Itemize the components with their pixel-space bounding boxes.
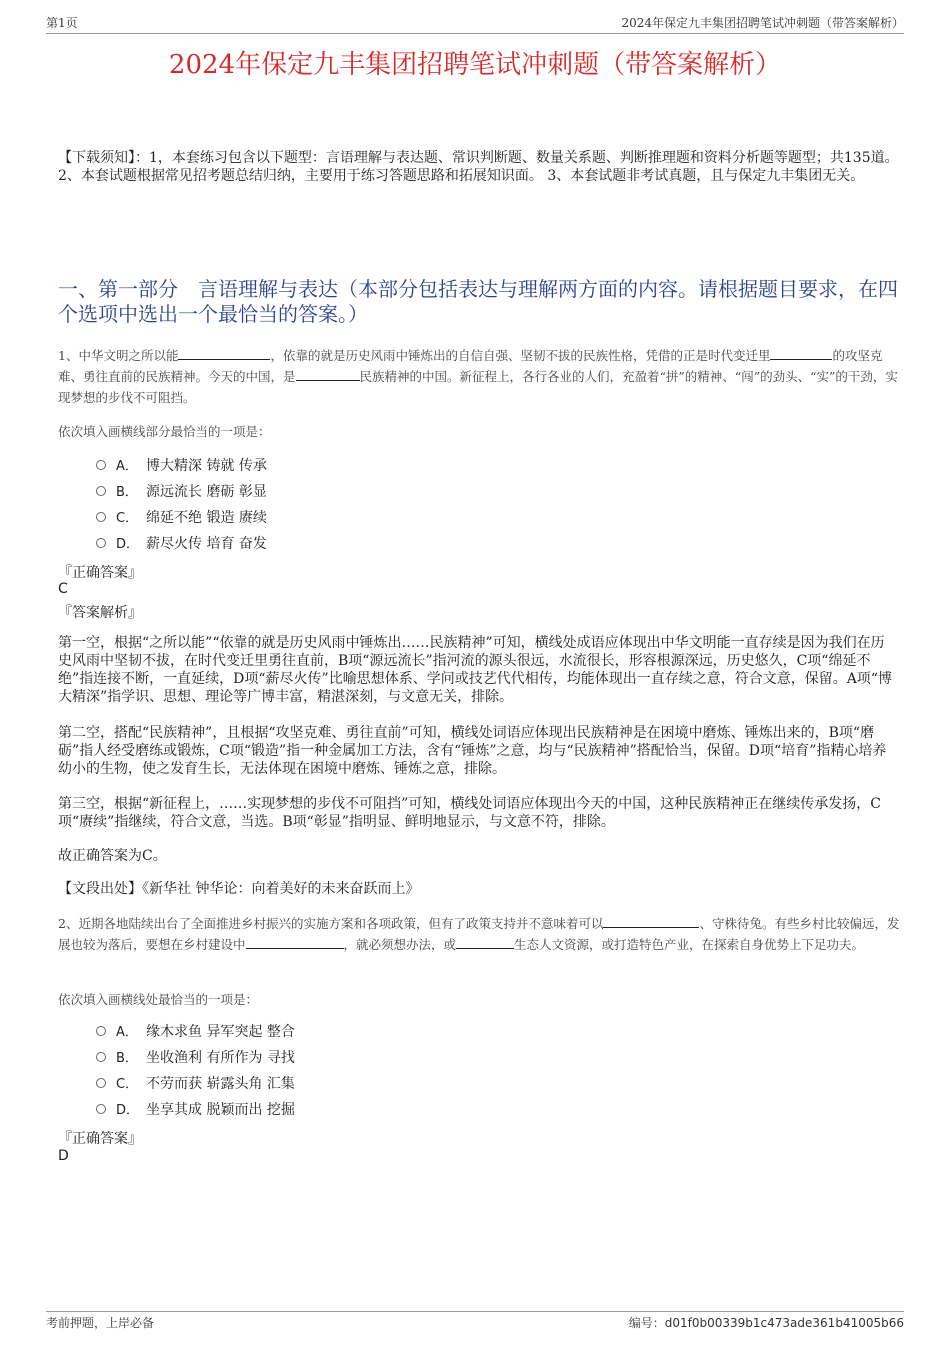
document-code-label: 编号： [628, 1316, 665, 1330]
question-2-stem [58, 913, 900, 955]
fill-blank [178, 347, 270, 360]
radio-icon[interactable] [96, 538, 106, 548]
section-heading: 一、第一部分 言语理解与表达（本部分包括表达与理解两方面的内容。请根据题目要求，在四个选项中选出一个最恰当的答案。） [58, 277, 898, 326]
radio-icon[interactable] [96, 1052, 106, 1062]
source-note: 【文段出处】《新华社 钟华论：向着美好的未来奋跃而上》 [58, 881, 420, 897]
question-1-text-2: ，依靠的就是历史风雨中锤炼出的自信自强、坚韧不拔的民族性格，凭借的正是时代变迁里 [270, 348, 771, 363]
radio-icon[interactable] [96, 512, 106, 522]
question-2-option-d[interactable]: D． 坐享其成 脱颖而出 挖掘 [96, 1100, 295, 1120]
footer-divider [46, 1311, 904, 1312]
question-2-text-1: 2、近期各地陆续出台了全面推进乡村振兴的实施方案和各项政策，但有了政策支持并不意味着可以 [58, 916, 604, 931]
question-1-text-4: 民族精神的中国。新征程上，各行各业的人们，充盈着“拼”的精神、“闯”的劲头、“实”的干劲，实现梦想的步伐不可阻挡。 [58, 369, 898, 405]
analysis-paragraph-1: 第一空，根据“之所以能”“依靠的就是历史风雨中锤炼出……民族精神”可知，横线处成语应体现出中华文明能一直存续是因为我们在历史风雨中坚韧不拔，在时代变迁里勇往直前，B项“源远流长”指河流的源头很远，水流很长，形容根源深远，历史悠久，C项“绵延不绝”指连接不断，一直延续，D项“薪尽火传”比喻思想体系、学问或技艺代代相传，均能体现出一直存续之意，符合文意，保留。A项“博大精深”指学识、思想、理论等广博丰富，精湛深刻，与文意无关，排除。 [58, 635, 892, 705]
fill-blank [603, 915, 699, 928]
page-number: 第1页 [46, 16, 78, 30]
question-2-option-a[interactable]: A． 缘木求鱼 异军突起 整合 [96, 1022, 295, 1042]
question-1-answer-label: 『正确答案』 [58, 565, 142, 581]
fill-blank [246, 936, 344, 949]
page-title: 2024年保定九丰集团招聘笔试冲刺题（带答案解析） [168, 50, 782, 80]
question-2-option-c[interactable]: C． 不劳而获 崭露头角 汇集 [96, 1074, 295, 1094]
question-1-option-c[interactable]: C． 绵延不绝 锻造 赓续 [96, 508, 267, 528]
radio-icon[interactable] [96, 1078, 106, 1088]
question-1-text-1: 1、中华文明之所以能 [58, 348, 179, 363]
fill-blank [456, 936, 514, 949]
question-1-analysis-label: 『答案解析』 [58, 605, 142, 621]
question-2-answer-label: 『正确答案』 [58, 1131, 142, 1147]
page-footer [46, 1314, 904, 1332]
analysis-paragraph-3: 第三空，根据“新征程上，……实现梦想的步伐不可阻挡”可知，横线处词语应体现出今天的中国，这种民族精神正在继续传承发扬，C项“赓续”指继续，符合文意，当选。B项“彰显”指明显、鲜明地显示，与文意不符，排除。 [58, 796, 882, 830]
question-1-prompt: 依次填入画横线部分最恰当的一项是： [58, 424, 271, 439]
question-1-stem [58, 345, 900, 408]
question-1-answer: C [58, 581, 68, 597]
question-2-option-b[interactable]: B． 坐收渔利 有所作为 寻找 [96, 1048, 295, 1068]
question-2-prompt: 依次填入画横线处最恰当的一项是： [58, 992, 259, 1007]
radio-icon[interactable] [96, 1104, 106, 1114]
fill-blank [770, 347, 832, 360]
question-2-text-4: 生态人文资源，或打造特色产业，在探索自身优势上下足功夫。 [514, 937, 865, 952]
question-1-option-d[interactable]: D． 薪尽火传 培育 奋发 [96, 534, 267, 554]
question-2-answer: D [58, 1148, 69, 1164]
download-notice: 【下载须知】：1，本套练习包含以下题型：言语理解与表达题、常识判断题、数量关系题、判断推理题和资料分析题等题型；共135道。 2、本套试题根据常见招考题总结归纳，主要用于练习答题思路和拓展知识面。 3、本套试题非考试真题，且与保定九丰集团无关。 [58, 150, 899, 184]
page-header [46, 14, 904, 32]
fill-blank [296, 368, 360, 381]
question-1-option-a[interactable]: A． 博大精深 铸就 传承 [96, 456, 267, 476]
header-divider [46, 33, 904, 34]
radio-icon[interactable] [96, 486, 106, 496]
radio-icon[interactable] [96, 460, 106, 470]
question-1-option-b[interactable]: B． 源远流长 磨砺 彰显 [96, 482, 267, 502]
header-doc-title: 2024年保定九丰集团招聘笔试冲刺题（带答案解析） [621, 16, 904, 30]
analysis-conclusion: 故正确答案为C。 [58, 848, 167, 864]
question-2-text-3: ，就必须想办法，或 [343, 937, 457, 952]
document-code-value: d01f0b00339b1c473ade361b41005b66 [664, 1316, 904, 1330]
question-1-text-3: 的攻坚克难、勇往直前的民族精神。今天的中国，是 [58, 348, 883, 384]
footer-slogan: 考前押题，上岸必备 [46, 1316, 155, 1330]
radio-icon[interactable] [96, 1026, 106, 1036]
analysis-paragraph-2: 第二空，搭配“民族精神”，且根据“攻坚克难、勇往直前”可知，横线处词语应体现出民族精神是在困境中磨炼、锤炼出来的，B项“磨砺”指人经受磨练或锻炼，C项“锻造”指一种金属加工方法，含有“锤炼”之意，均与“民族精神”搭配恰当，保留。D项“培育”指精心培养幼小的生物，使之发育生长，无法体现在困境中磨炼、锤炼之意，排除。 [58, 725, 887, 777]
question-2-text-2: 、守株待兔。有些乡村比较偏远，发展也较为落后，要想在乡村建设中 [58, 916, 900, 952]
document-code [629, 1314, 904, 1331]
